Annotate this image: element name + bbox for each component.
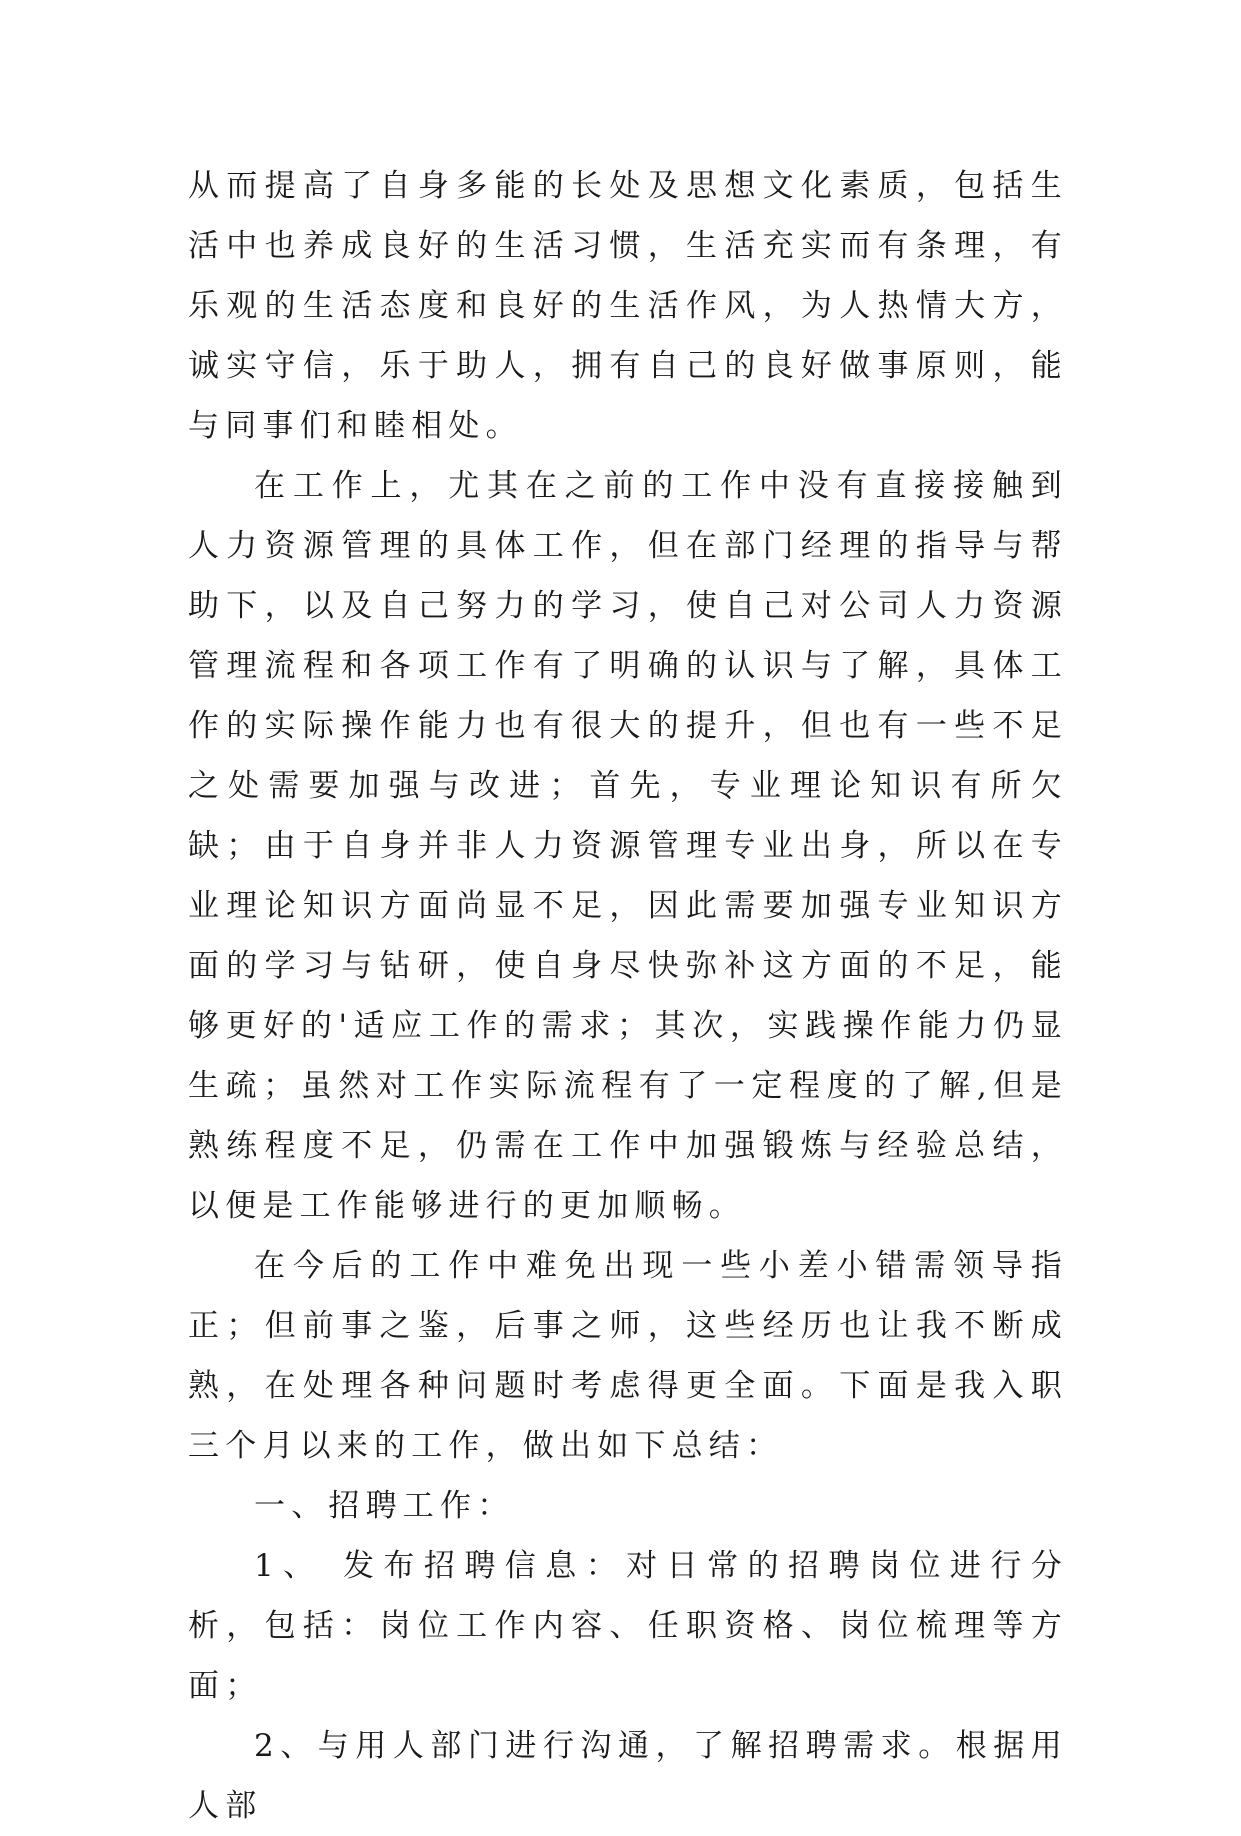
- document-body: [188, 156, 1068, 1836]
- list-item-2: 2、与用人部门进行沟通，了解招聘需求。根据用人部: [188, 1728, 1068, 1824]
- paragraph-future-outlook: 在今后的工作中难免出现一些小差小错需领导指正；但前事之鉴，后事之师，这些经历也让我不断成熟，在处理各种问题时考虑得更全面。下面是我入职三个月以来的工作，做出如下总结：: [188, 1248, 1068, 1464]
- paragraph-personal-qualities: 从而提高了自身多能的长处及思想文化素质，包括生活中也养成良好的生活习惯，生活充实而有条理，有乐观的生活态度和良好的生活作风，为人热情大方，诚实守信，乐于助人，拥有自己的良好做事原则，能与同事们和睦相处。: [188, 168, 1068, 444]
- paragraph-work-reflection: 在工作上，尤其在之前的工作中没有直接接触到人力资源管理的具体工作，但在部门经理的指导与帮助下，以及自己努力的学习，使自己对公司人力资源管理流程和各项工作有了明确的认识与了解，具体工作的实际操作能力也有很大的提升，但也有一些不足之处需要加强与改进；首先，专业理论知识有所欠缺；由于自身并非人力资源管理专业出身，所以在专业理论知识方面尚显不足，因此需要加强专业知识方面的学习与钻研，使自身尽快弥补这方面的不足，能够更好的'适应工作的需求；其次，实践操作能力仍显生疏；虽然对工作实际流程有了一定程度的了解,但是熟练程度不足，仍需在工作中加强锻炼与经验总结，以便是工作能够进行的更加顺畅。: [188, 468, 1068, 1224]
- list-item-1: 1、 发布招聘信息：对日常的招聘岗位进行分析，包括：岗位工作内容、任职资格、岗位梳理等方面；: [188, 1548, 1068, 1704]
- section-heading-recruitment: 一、招聘工作：: [254, 1488, 515, 1524]
